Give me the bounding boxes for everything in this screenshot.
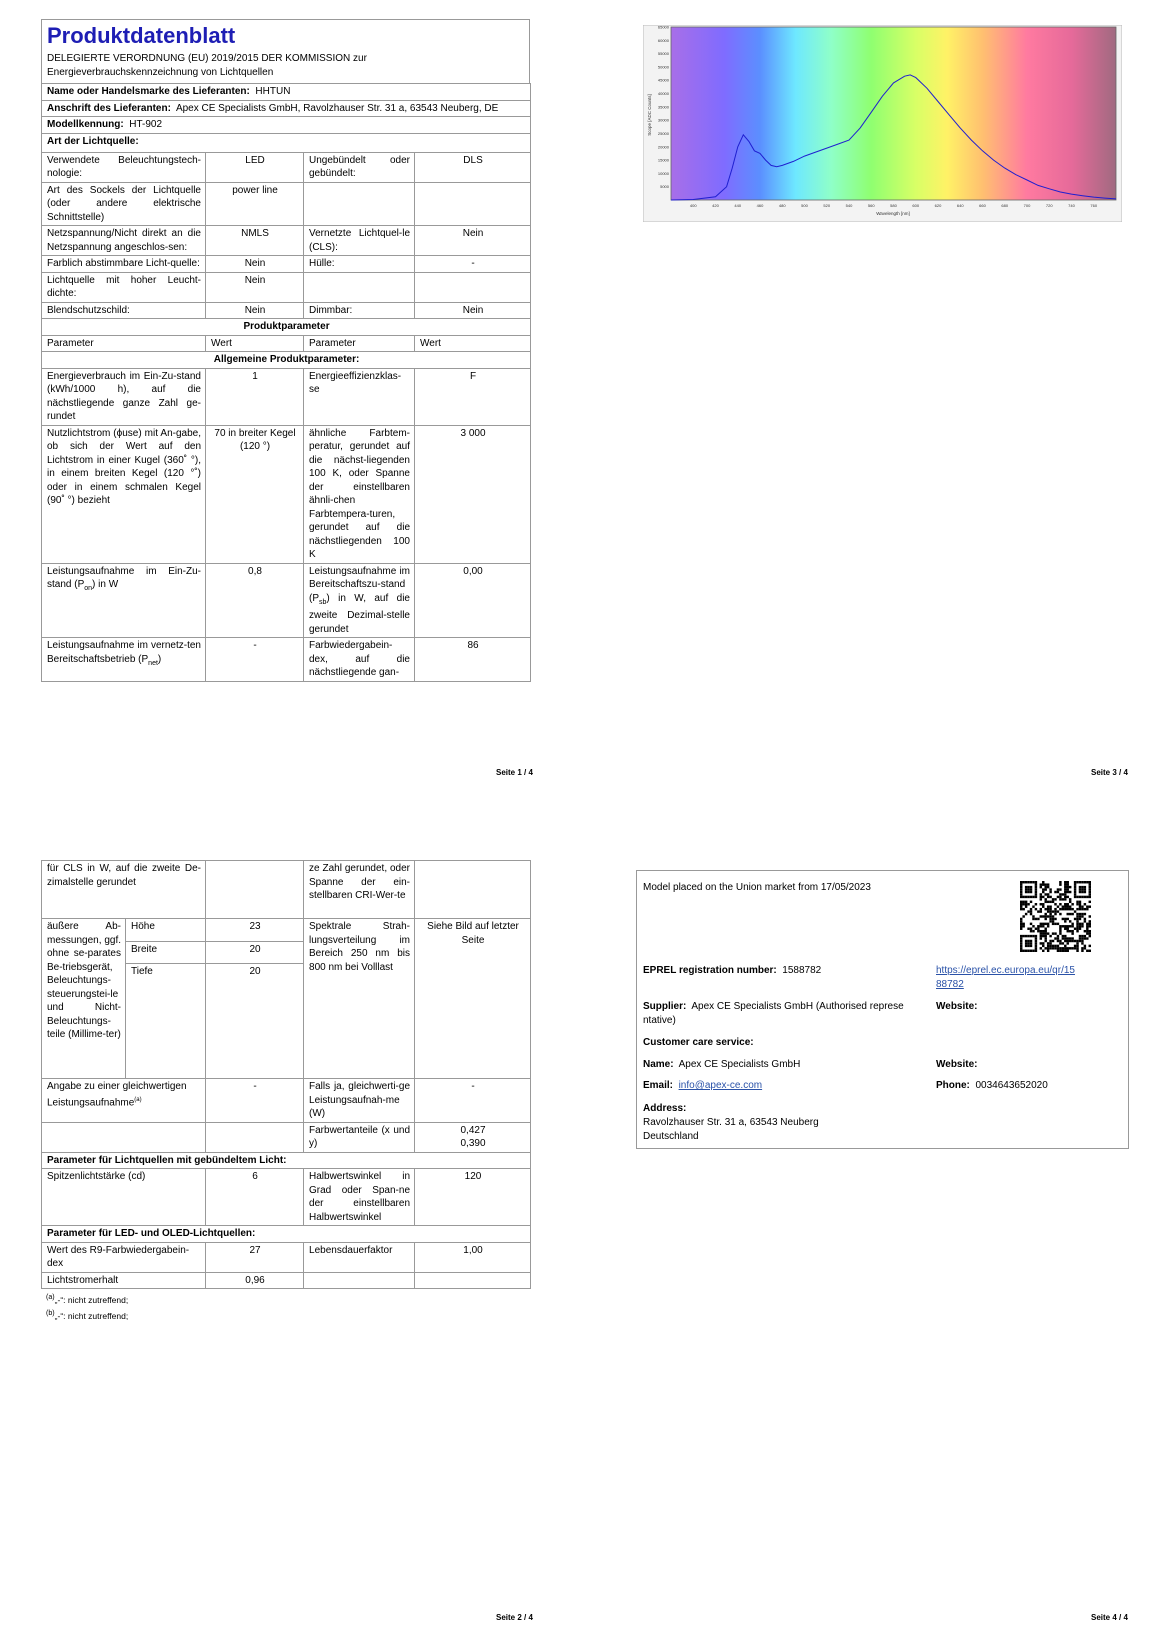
y-axis-label: Scope [ADC Counts] (647, 94, 652, 136)
care-name: Name: Apex CE Specialists GmbH (643, 1059, 801, 1070)
customer-care-heading: Customer care service: (643, 1037, 754, 1048)
table-row: Farblich abstimmbare Licht-quelle: Nein Hülle: - (42, 256, 531, 273)
page-title: Produktdatenblatt (47, 23, 236, 48)
table-row: Lichtstromerhalt 0,96 (42, 1272, 531, 1289)
table-row: Art des Sockels der Lichtquelle (oder andere elektrische Schnittstelle) power line (42, 182, 531, 226)
x-axis-label: Wavelength [nm] (876, 211, 910, 216)
footnote-a: $^{(a)}$„-“: nicht zutreffend; (46, 1293, 129, 1305)
x-tick-label: 620 (934, 203, 942, 208)
care-website-label: Website: (936, 1059, 978, 1070)
table-row: Blendschutzschild: Nein Dimmbar: Nein (42, 302, 531, 319)
y-tick-label: 50000 (657, 64, 669, 70)
y-tick-label: 20000 (657, 144, 669, 150)
x-tick-label: 520 (823, 203, 831, 208)
supplier-website-label: Website: (936, 1001, 978, 1012)
regulation-text: DELEGIERTE VERORDNUNG (EU) 2019/2015 DER KOMMISSION zur Energieverbrauchskennzeichnung von Lichtquellen (47, 53, 367, 78)
x-tick-label: 600 (912, 203, 920, 208)
x-tick-label: 640 (956, 203, 964, 208)
table-row: für CLS in W, auf die zweite De-zimalstelle gerundet ze Zahl gerundet, oder Spanne der ein-stellbaren CRI-Wer-te (42, 861, 531, 919)
section-heading: Allgemeine Produktparameter: (42, 352, 531, 369)
qr-code-icon[interactable] (1020, 881, 1091, 952)
page-number: Seite 4 / 4 (1091, 1613, 1128, 1622)
table-row: äußere Ab-messungen, ggf. ohne se-parates Be-triebsgerät, Beleuchtungs-steuerungstei-le und Nicht-Beleuchtungs-teile (Millime-ter) Höhe 23 Spektrale Strah-lungsverteilung im Bereich 250 nm bis 800 nm bei Volllast Siehe Bild auf letzter Seite (42, 919, 531, 942)
x-tick-label: 760 (1090, 203, 1098, 208)
table-row: Energieverbrauch im Ein-Zu-stand (kWh/1000 h), auf die nächstliegende ganze Zahl ge-rundet 1 Energieeffizienzklas-se F (42, 368, 531, 425)
type-heading-row: Art der Lichtquelle: (42, 133, 531, 152)
column-header-row: Parameter Wert Parameter Wert (42, 335, 531, 352)
x-tick-label: 720 (1045, 203, 1053, 208)
supplier: Supplier: Apex CE Specialists GmbH (Authorised represe ntative) (643, 1001, 904, 1026)
x-tick-label: 560 (867, 203, 875, 208)
y-tick-label: 30000 (657, 117, 669, 123)
model-row: Modellkennung: HT-902 (42, 117, 531, 134)
table-row: Breite 20 (42, 941, 531, 964)
y-tick-label: 45000 (657, 77, 669, 83)
x-tick-label: 740 (1068, 203, 1075, 208)
y-tick-label: 25000 (657, 130, 669, 136)
page-number: Seite 2 / 4 (496, 1613, 533, 1622)
x-tick-label: 540 (845, 203, 853, 208)
table-row: Angabe zu einer gleichwertigen Leistungsaufnahme$^{(a)}$ - Falls ja, gleichwerti-ge Leistungsaufnah-me (W) - (42, 1079, 531, 1123)
page-number: Seite 3 / 4 (1091, 768, 1128, 777)
section-heading: Produktparameter (42, 319, 531, 336)
y-tick-label: 5000 (660, 184, 669, 190)
title-block (41, 19, 530, 83)
table-row: Verwendete Beleuchtungstech-nologie: LED Ungebündelt oder gebündelt: DLS (42, 152, 531, 182)
y-tick-label: 65000 (657, 25, 669, 30)
y-tick-label: 60000 (657, 37, 669, 43)
x-tick-label: 400 (689, 203, 697, 208)
x-tick-label: 500 (801, 203, 808, 208)
market-date-text: Model placed on the Union market from 17/05/2023 (643, 882, 871, 893)
care-address: Address: Ravolzhauser Str. 31 a, 63543 Neuberg Deutschland (643, 1103, 819, 1142)
spectrum-chart-svg (643, 25, 1122, 222)
table-row: Wert des R9-Farbwiedergabein-dex 27 Lebensdauerfaktor 1,00 (42, 1242, 531, 1272)
plot-area (671, 27, 1116, 200)
x-tick-label: 480 (778, 203, 786, 208)
table-row: Netzspannung/Nicht direkt an die Netzspannung angeschlos-sen: NMLS Vernetzte Lichtquel-le (CLS): Nein (42, 226, 531, 256)
address-row: Anschrift des Lieferanten: Apex CE Specialists GmbH, Ravolzhauser Str. 31 a, 63543 Neuberg, DE (42, 100, 531, 117)
table-row: Spitzenlichtstärke (cd) 6 Halbwertswinkel in Grad oder Span-ne der einstellbaren Halbwertswinkel 120 (42, 1169, 531, 1226)
x-tick-label: 660 (979, 203, 986, 208)
product-data-table (41, 83, 531, 682)
section-heading: Parameter für LED- und OLED-Lichtquellen: (42, 1226, 531, 1243)
table-row: Tiefe 20 (42, 964, 531, 1079)
email-link[interactable]: info@apex-ce.com (678, 1080, 763, 1091)
section-heading: Parameter für Lichtquellen mit gebündeltem Licht: (42, 1152, 531, 1169)
product-data-table-continued (41, 860, 531, 1289)
y-tick-label: 35000 (657, 104, 669, 110)
spectrum-chart (643, 25, 1122, 222)
x-tick-label: 700 (1023, 203, 1031, 208)
eprel-link[interactable]: https://eprel.ec.europa.eu/qr/15 88782 (936, 965, 1075, 990)
page-number: Seite 1 / 4 (496, 768, 533, 777)
x-tick-label: 680 (1001, 203, 1009, 208)
page-1 (41, 19, 530, 682)
x-tick-label: 440 (734, 203, 742, 208)
table-row: Farbwertanteile (x und y) 0,427 0,390 (42, 1122, 531, 1152)
table-row: Nutzlichtstrom (ϕuse) mit An-gabe, ob sich der Wert auf den Lichtstrom in einer Kugel (360˚ °), in einem breiten Kegel (120 °˚) oder in einem schmalen Kegel (90˚ °) bezieht 70 in breiter Kegel (120 °) ähnliche Farbtem-peratur, gerundet auf die nächst-liegenden 100 K, oder Spanne der einstellbaren ähnli-chen Farbtempera-turen, gerundet auf die nächstliegenden 100 K 3 000 (42, 425, 531, 563)
table-row: Lichtquelle mit hoher Leucht-dichte: Nein (42, 272, 531, 302)
footnote-b: $^{(b)}$„-“: nicht zutreffend; (46, 1308, 129, 1321)
x-tick-label: 580 (890, 203, 897, 208)
y-tick-label: 10000 (657, 170, 669, 176)
brand-row: Name oder Handelsmarke des Lieferanten: HHTUN (42, 84, 531, 101)
page-2 (41, 860, 530, 1324)
page-4-eprel-box (636, 870, 1129, 1149)
y-tick-label: 55000 (657, 51, 669, 57)
x-tick-label: 460 (756, 203, 764, 208)
x-tick-label: 420 (712, 203, 719, 208)
table-row: Leistungsaufnahme im Ein-Zu-stand $(P_{on})$ in W 0,8 Leistungsaufnahme im Bereitschaftszu-stand $(P_{sb})$ in W, auf die zweite Dezimal-stelle gerundet 0,00 (42, 563, 531, 638)
care-email: Email: info@apex-ce.com (643, 1080, 763, 1091)
eprel-registration: EPREL registration number: 1588782 (643, 965, 822, 976)
care-phone: Phone: 0034643652020 (936, 1080, 1048, 1091)
y-tick-label: 15000 (657, 157, 669, 163)
table-row: Leistungsaufnahme im vernetz-ten Bereitschaftsbetrieb $(P_{net})$ - Farbwiedergabein-dex, auf die nächstliegende gan- 86 (42, 638, 531, 682)
y-tick-label: 40000 (657, 91, 669, 97)
